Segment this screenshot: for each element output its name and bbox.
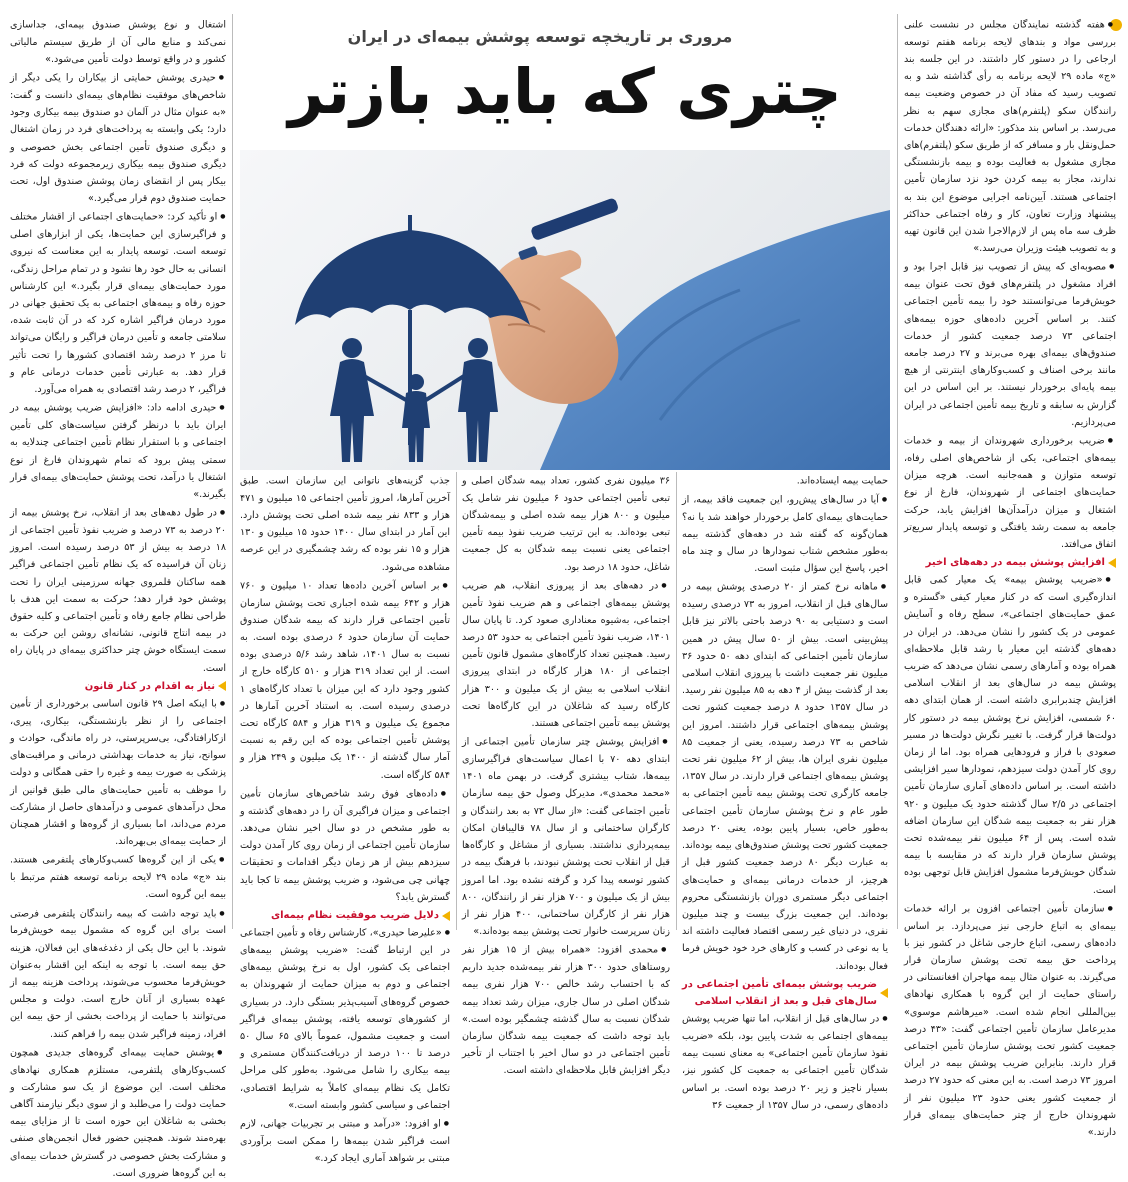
article-paragraph: ● با اینکه اصل ۲۹ قانون اساسی برخورداری از تأمین اجتماعی را از نظر بازنشستگی، بیکاری، پیری، ازکارافتادگی، بی‌سرپرستی، در راه ماندگی، حوادث و سوانح، نیاز به خدمات بهداشتی درمانی و مراقبت‌های پزشکی به صورت بیمه و غیره را حقی همگانی و دولت را موظف به تأمین حمایت‌های مالی طبق قوانین از محل درآمدهای عمومی و درآمدهای حاصل از مشارکت مردم می‌داند، اما بسیاری از گروه‌ها و اقشار همچنان از حمایت بیمه‌ای بی‌بهره‌اند.: [10, 695, 226, 850]
article-paragraph: ● آیا در سال‌های پیش‌رو، این جمعیت فاقد بیمه، از حمایت‌های بیمه‌ای کامل برخوردار خواهند شد یا نه؟ همان‌گونه که گفته شد در دهه‌های گذشته بیمه به‌طور مشخص شتاب نمودارها در سال و چند ماه اخیر، پاسخ این سؤال مثبت است.: [682, 491, 888, 578]
article-paragraph: ● افزایش پوشش چتر سازمان تأمین اجتماعی از ابتدای دهه ۷۰ با اعمال سیاست‌های فراگیرسازی بیمه‌ها، شتاب بیشتری گرفت. در بهمن ماه ۱۴۰۱ «محمد محمدی»، مدیرکل وصول حق بیمه سازمان تأمین اجتماعی گفت: «از سال ۷۳ به بعد رانندگان و کارگران ساختمانی و از سال ۷۸ قالیبافان امکان بیمه‌پردازی نداشتند. بسیاری از مشاغل و کارگاه‌ها قبل از انقلاب تحت پوشش نبودند، با فرهنگ بیمه در کشور توسعه پیدا کرد و گرفته نشده بود. اما امروز بیش از یک میلیون و ۷۰۰ هزار نفر از رانندگان، ۸۰۰ هزار نفر از کارگران ساختمانی، ۴۰۰ هزار نفر از زنان سرپرست خانوار تحت پوشش بیمه بوده‌اند.»: [462, 733, 670, 940]
article-paragraph: ● «ضریب پوشش بیمه» یک معیار کمی قابل اندازه‌گیری است که در کنار معیار کیفی «گستره و عمق حمایت‌های اجتماعی»، سطح رفاه و آسایش عمومی در یک کشور را نشان می‌دهد. در ایران در دهه‌های گذشته این معیار با رشد قابل ملاحظه‌ای همراه بوده و آمارهای رسمی نشان می‌دهد که ضریب پوشش بیمه در سال‌های بعد از انقلاب اسلامی افزایش چندبرابری داشته است. از همان ابتدای دهه ۶۰ شمسی، افزایش نرخ پوشش بیمه در دستور کار دولت‌ها قرار گرفت. با تغییر نگرش دولت‌ها در مسیر صعودی با فراز و فرودهایی همراه بود. اما از زمان روی کار آمدن دولت سیزدهم، نمودارها سیر افزایشی داشته است. بر اساس داده‌های آماری سازمان تأمین اجتماعی در ۲/۵ سال گذشته حدود یک میلیون و ۹۲۰ هزار نفر به جمعیت بیمه شدگان این سازمان اضافه شده است. پس از ۶۴ میلیون نفر بیمه‌شده تحت پوشش سازمان قرار دارند که در مقایسه با بیمه شدگان خویش‌فرما مشمول افزایش قابل توجهی بوده است.: [904, 571, 1116, 898]
article-paragraph: ● یکی از این گروه‌ها کسب‌وکارهای پلتفرمی هستند. بند «ج» ماده ۲۹ لایحه برنامه توسعه هفتم مرتبط با بیمه این گروه است.: [10, 851, 226, 903]
article-paragraph: ● ضریب برخورداری شهروندان از بیمه و خدمات بیمه‌های اجتماعی، یکی از شاخص‌های اصلی رفاه، توسعه متوازن و همه‌جانبه است. هرچه میزان حمایت‌های اجتماعی از شهروندان، فارغ از نوع اشتغال و میزان درآمدآن‌ها افزایش یابد، حرکت جامعه به سمت رشد یافتگی و توسعه پایدار سریع‌تر اتفاق می‌افتد.: [904, 432, 1116, 553]
article-paragraph: ● ماهانه نرخ کمتر از ۲۰ درصدی پوشش بیمه در سال‌های قبل از انقلاب، امروز به ۷۳ درصدی رسیده است و دستیابی به ۹۰ درصد باحتی بالاتر نیز قابل پیش‌بینی است. بیش از ۵۰ سال پیش در همین سازمان تأمین اجتماعی که ابتدای دهه ۵۰ حدود ۳۶ میلیون نفر جمعیت داشت با پیروزی انقلاب اسلامی بعد از گذشت بیش از ۴ دهه به ۸۵ میلیون نفر رسید. در سال ۱۳۵۷ حدود ۸ درصد جمعیت کشور تحت پوشش بیمه‌های اجتماعی قرار داشتند. امروز این شاخص به ۷۳ درصد رسیده، یعنی از جمعیت ۸۵ میلیون نفری ایران ها، بیش از ۶۲ میلیون نفر تحت پوشش بیمه‌های اجتماعی قرار دارند. در سال ۱۳۵۷، جامعه کارگری تحت پوشش بیمه تأمین اجتماعی به طور عام و نرخ پوشش سازمان تأمین اجتماعی به‌طور خاص، بسیار پایین بوده، یعنی ۲۰ درصد جمعیت کشور تحت پوشش صندوق‌های بیمه بوده‌اند. به عبارت دیگر ۸۰ درصد جمعیت کشور قبل از هرچیز، از خدمات درمانی بیمه‌ای و حمایت‌های اجتماعی دیگر مستمری دوران بازنشستگی محروم بوده‌اند. این جمعیت بزرگ بیست و چند میلیون نفری، در دنیای غیر رسمی اقتصاد فعالیت داشته اند یا به نوعی در کسب و کارهای خرد خود خویش فرما فعال بوده‌اند.: [682, 578, 888, 974]
subhead-text: افزایش پوشش بیمه در دهه‌های اخیر: [925, 557, 1105, 569]
article-paragraph: ● پوشش حمایت بیمه‌ای گروه‌های جدیدی همچون کسب‌وکارهای پلتفرمی، مستلزم همکاری نهادهای مختلف است. این موضوع از یک سو مشارکت و حمایت دولت را می‌طلبد و از سوی دیگر نیازمند آگاهی بخشی به شاغلان این حوزه است تا از مزایای بیمه بهره‌مند شوند. همچنین حضور فعال انجمن‌های صنفی و مشارکت بخش خصوصی در گسترش خدمات بیمه‌ای به این گروه‌ها ضروری است.: [10, 1044, 226, 1182]
article-paragraph: ● در سال‌های قبل از انقلاب، اما تنها ضریب پوشش بیمه‌های اجتماعی به شدت پایین بود، بلکه «ضریب نفوذ سازمان تأمین اجتماعی» به معنای نسبت بیمه شدگان تأمین اجتماعی به جمعیت کل کشور نیز، بسیار ناچیز و زیر ۲۰ درصد بوده است. بر اساس داده‌های رسمی، در سال ۱۳۵۷ از جمعیت ۳۶: [682, 1010, 888, 1114]
subhead-marker-icon: [1108, 558, 1116, 568]
subhead-text: دلایل ضریب موفقیت نظام بیمه‌ای: [270, 909, 439, 921]
umbrella-canopy: [295, 230, 530, 325]
article-paragraph: ● حیدری ادامه داد: «افزایش ضریب پوشش بیمه در ایران باید با درنظر گرفتن سیاست‌های کلی تأمین اجتماعی و با استقرار نظام تأمین اجتماعی چندلایه به سمتی پیش برود که تمام شهروندان فارغ از نوع اشتغال یا درآمد، تحت پوشش حمایت‌های بیمه‌ای قرار بگیرند.»: [10, 399, 226, 503]
article-paragraph: ● «علیرضا حیدری»، کارشناس رفاه و تأمین اجتماعی در این ارتباط گفت: «ضریب پوشش بیمه‌های اجتماعی یک کشور، اول به نرخ پوشش بیمه‌های اجتماعی و دوم به میزان حمایت از شهروندان به خصوص گروه‌های آسیب‌پذیر بستگی دارد. در بسیاری از کشورهای توسعه یافته، پوشش بیمه‌ای فراگیر است و جمعیت مشمول، عموماً بالای ۶۵ سال ۵۰ درصد تا ۱۰۰ درصد از دریافت‌کنندگان مستمری و بیمه بیکاری را شامل می‌شود. به‌طور کلی مراحل تکامل یک نظام بیمه‌ای کاملاً به شرایط اقتصادی، اجتماعی و سیاسی کشور وابسته است.»: [240, 924, 450, 1114]
article-paragraph: ۳۶ میلیون نفری کشور، تعداد بیمه شدگان اصلی و تبعی تأمین اجتماعی حدود ۶ میلیون نفر شامل یک میلیون و ۸۰۰ هزار بیمه شده اصلی و بیمه‌شدگان تبعی بوده‌اند. به این ترتیب ضریب نفوذ بیمه تأمین اجتماعی یعنی نسبت بیمه شدگان به کل جمعیت شاغل، حدود ۱۸ درصد بود.: [462, 475, 670, 573]
column-5: [10, 16, 227, 1179]
article-paragraph: ● داده‌های فوق رشد شاخص‌های سازمان تأمین اجتماعی و میزان فراگیری آن را در دهه‌های گذشته و به طور مشخص در دو سال اخیر نشان می‌دهد. سازمان تأمین اجتماعی از زمان روی کار آمدن دولت سیزدهم بیش از هر زمان دیگر اقدامات و تحقیقات چهانی چی می‌شود، و ضریب پوشش بیمه تا کجا باید گسترش یابد؟: [240, 785, 450, 906]
article-paragraph: حمایت بیمه ایستاده‌اند.: [796, 475, 888, 487]
hand: [487, 250, 618, 404]
column-1: [904, 16, 1117, 1139]
article-paragraph: ● هفته گذشته نمایندگان مجلس در نشست علنی بررسی مواد و بندهای لایحه برنامه هفتم توسعه ارجاعی را در دستور کار داشتند. در این جلسه بند «ج» ماده ۲۹ لایحه برنامه به رأی گذاشته شد و به تصویب رسید که مفاد آن در خصوص وضعیت بیمه رانندگان سکو (پلتفرم)های مجازی سهم به نظر می‌رسد. بر اساس بند مذکور: «ارائه دهندگان خدمات حمل‌ونقل بار و مسافر که از طریق سکو (پلتفرم)های مجازی مشغول به فعالیت بوده و بیمه بازنشستگی ندارند، مجاز به بیمه کردن خود نزد سازمان تأمین اجتماعی هستند. آیین‌نامه اجرایی موضوع این بند به پیشنهاد وزارت تعاون، کار و رفاه اجتماعی حداکثر ظرف سه ماه پس از لازم‌الاجرا شدن این قانون تهیه و به تصویب هیئت وزیران می‌رسد.»: [904, 16, 1116, 257]
marker-pen: [530, 197, 619, 241]
column-4: [240, 472, 451, 1164]
article-paragraph: ● مصوبه‌ای که پیش از تصویب نیز قابل اجرا بود و افراد مشغول در پلتفرم‌های فوق تحت عنوان بیمه خویش‌فرما می‌توانستند خود را بیمه تأمین اجتماعی کنند. بر اساس آخرین داده‌های حوزه بیمه‌های اجتماعی ۷۳ درصد جمعیت کشور از خدمات صندوق‌های بیمه‌ای بهره می‌برند و ۲۷ درصد جامعه مانند برخی اصناف و کسب‌وکارهای اینترنتی از هیچ بیمه پایه‌ای برخوردار نیستند. بر این اساس در این گزارش به سابقه و تاریخ بیمه تأمین اجتماعی در ایران می‌پردازیم.: [904, 258, 1116, 431]
kicker: مروری بر تاریخچه توسعه پوشش بیمه‌ای در ایران: [347, 27, 733, 46]
feature-photo: [240, 150, 890, 470]
article-paragraph: ● سازمان تأمین اجتماعی افزون بر ارائه خدمات بیمه‌ای به اتباع خارجی نیز می‌پردازد. بر اساس داده‌های رسمی، اتباع خارجی شاغل در کشور نیز با پرداخت حق بیمه تحت پوشش سازمان قرار می‌گیرند. به عنوان مثال بیمه مهاجران افغانستانی در راستای حمایت از این گروه با همکاری نهادهای بین‌المللی انجام شده است. «میرهاشم موسوی» مدیرعامل سازمان تأمین اجتماعی گفت: «۴۳ درصد جمعیت کشور تحت پوشش سازمان تأمین اجتماعی قرار دارند. بنابراین ضریب پوشش بیمه در ایران امروز ۷۳ درصد است. به این معنی که حدود ۲۷ درصد از جمعیت کشور یعنی حدود ۲۳ میلیون نفر از شهروندان خارج از چتر حمایت‌های بیمه‌ای قرار دارند.»: [904, 900, 1116, 1141]
column-divider: [676, 472, 677, 930]
section-subhead: [10, 678, 226, 695]
article-paragraph: جذب گزینه‌های ناتوانی این سازمان است. طبق آخرین آمارها، امروز تأمین اجتماعی ۱۵ میلیون و ۴۷۱ هزار و ۸۳۳ نفر بیمه شده اصلی تحت پوشش دارد. این آمار در ابتدای سال ۱۴۰۰ حدود ۱۵ میلیون و ۱۳۰ هزار و ۱۵ نفر بوده که رشد چشمگیری در این عرصه مشاهده می‌شود.: [240, 475, 450, 573]
article-paragraph: اشتغال و نوع پوشش صندوق بیمه‌ای، جداسازی نمی‌کند و منابع مالی آن از طریق سیستم مالیاتی کشور و در واقع توسط دولت تأمین می‌شود.»: [10, 19, 226, 66]
subhead-text: ضریب پوشش بیمه‌ای تأمین اجتماعی در سال‌های قبل و بعد از انقلاب اسلامی: [682, 978, 877, 1007]
article-paragraph: ● او تأکید کرد: «حمایت‌های اجتماعی از اقشار مختلف و فراگیرسازی این حمایت‌ها، یکی از ابزارهای اصلی توسعه است. توسعه پایدار به این معناست که نیروی انسانی به حال خود رها نشود و در تمام مراحل زندگی، مورد حمایت‌های بیمه‌ای قرار بگیرد.» این کارشناس حوزه رفاه و بیمه‌های اجتماعی به یک تحقیق جهانی در مورد درمان فراگیر اشاره کرد که در آن ثابت شده، سلامتی جامعه و تأمین درمان فراگیر و رایگان می‌تواند تا مرز ۲ درصد رشد اقتصادی کشورها را تحت تأثیر قرار دهد. به عبارتی تأمین خدمات درمانی عام و فراگیر، ۲ درصد رشد اقتصادی به همراه می‌آورد.: [10, 208, 226, 398]
article-paragraph: ● حیدری پوشش حمایتی از بیکاران را یکی دیگر از شاخص‌های موفقیت نظام‌های بیمه‌ای دانست و گفت: «به عنوان مثال در آلمان دو صندوق بیمه بیکاری وجود دارد؛ یکی وابسته به پرداخت‌های فرد در زمان اشتغال و دیگری صندوق تأمین اجتماعی بخش خصوصی و دیگری صندوق بیمه بیکاری زیرمجموعه دولت که فرد بیکار پس از انقضای زمان پوشش صندوق اول، تحت حمایت صندوق دوم قرار می‌گیرد.»: [10, 69, 226, 207]
column-divider: [456, 472, 457, 930]
headline: چتری که باید بازتر: [288, 55, 842, 128]
column-3: [462, 472, 671, 1077]
subhead-marker-icon: [880, 988, 888, 998]
article-paragraph: ● بر اساس آخرین داده‌ها تعداد ۱۰ میلیون و ۷۶۰ هزار و ۶۴۲ بیمه شده اجباری تحت پوشش سازمان تأمین اجتماعی قرار دارند که بیمه شدگان صندوق حمایت آن سازمان حدود ۶ درصدی بوده است. به نسبت به سال ۱۴۰۱، شاهد رشد ۵/۶ درصدی بوده است. از این تعداد ۳۱۹ هزار و ۵۱۰ کارگاه خارج از کشور وجود دارد که این میزان با تعداد کارگاه‌های ۱ درصدی رسیده است. به استناد آخرین آمارها در مجموع یک میلیون و ۳۱۹ هزار و ۵۸۴ کارگاه تحت پوشش تأمین اجتماعی بوده که این رقم به نسبت آمار سال گذشته از ۱۴۰۰ یک میلیون و ۲۴۹ هزار و ۵۸۴ کارگاه است.: [240, 577, 450, 784]
article-paragraph: ● محمدی افزود: «همراه بیش از ۱۵ هزار نفر روستاهای حدود ۳۰۰ هزار نفر بیمه‌شده جدید داریم که با احتساب رشد خالص ۷۰۰ هزار نفری بیمه شدگان اصلی در سال جاری، میزان رشد تعداد بیمه شدگان نسبت به سال گذشته چشمگیر بوده است.» باید توجه داشت که جمعیت بیمه شدگان سازمان تأمین اجتماعی در دو سال اخیر با اجتناب از تأخیر دیگر افزایش قابل ملاحظه‌ای داشته است.: [462, 941, 670, 1079]
column-divider: [232, 14, 233, 929]
section-subhead: [904, 554, 1116, 571]
article-paragraph: ● باید توجه داشت که بیمه رانندگان پلتفرمی فرصتی است برای این گروه که مشمول بیمه خویش‌فرما شوند. با این حال یکی از دغدغه‌های این فعالان، هزینه حق بیمه است. با توجه به اینکه این اقشار به‌عنوان خویش‌فرما محسوب می‌شوند، پرداخت هزینه بیمه از عهده بسیاری از آنان خارج است. دولت و مجلس می‌توانند با حمایت از پرداخت بخشی از حق بیمه این افراد، زمینه فراگیر شدن بیمه را فراهم کنند.: [10, 905, 226, 1043]
subhead-marker-icon: [218, 681, 226, 691]
section-subhead: [682, 976, 888, 1010]
umbrella-family-illustration: [240, 150, 890, 470]
column-2: [682, 472, 889, 1111]
family-silhouette: [330, 338, 498, 462]
section-subhead: [240, 907, 450, 924]
article-paragraph: ● او افزود: «درآمد و مبتنی بر تجربیات جهانی، لازم است فراگیر شدن بیمه‌ها را ممکن است برآوردی مبتنی بر شواهد آماری ایجاد کرد.»: [240, 1115, 450, 1167]
column-divider: [897, 14, 898, 929]
subhead-marker-icon: [442, 911, 450, 921]
article-paragraph: ● در طول دهه‌های بعد از انقلاب، نرخ پوشش بیمه از ۲۰ درصد به ۷۳ درصد و ضریب نفوذ تأمین اجتماعی از ۱۸ درصد به بیش از ۵۳ درصد رسیده است. امروز زنان آن فراسیده که یک نظام تأمین اجتماعی فراگیر همه ساکنان قلمروی جهانه سرزمینی ایران را تحت پوشش خود قرار دهد؛ حرکت به سمت این هدف با طراحی نظام جامع رفاه و تأمین اجتماعی و کلیه حقوق در بیمه انتاج قانونی، نشانه‌ای روشن این حرکت به سمت ایستگاه خوش چتر حداکثری بیمه‌ای در پایان راه است.: [10, 504, 226, 677]
subhead-text: نیاز به اقدام در کنار قانون: [84, 680, 215, 692]
article-paragraph: ● در دهه‌های بعد از پیروزی انقلاب، هم ضریب پوشش بیمه‌های اجتماعی و هم ضریب نفوذ تأمین اجتماعی، به‌شیوه معناداری صعود کرد. تا پایان سال ۱۴۰۱، ضریب نفوذ تأمین اجتماعی به حدود ۵۳ درصد رسید. همچنین تعداد کارگاه‌های مشمول قانون تأمین اجتماعی از ۱۸۰ هزار کارگاه در ابتدای پیروزی انقلاب اسلامی به بیش از یک میلیون و ۳۰۰ هزار کارگاه رسید که شاغلان در این کارگاه‌ها تحت پوشش بیمه تأمین اجتماعی هستند.: [462, 577, 670, 732]
